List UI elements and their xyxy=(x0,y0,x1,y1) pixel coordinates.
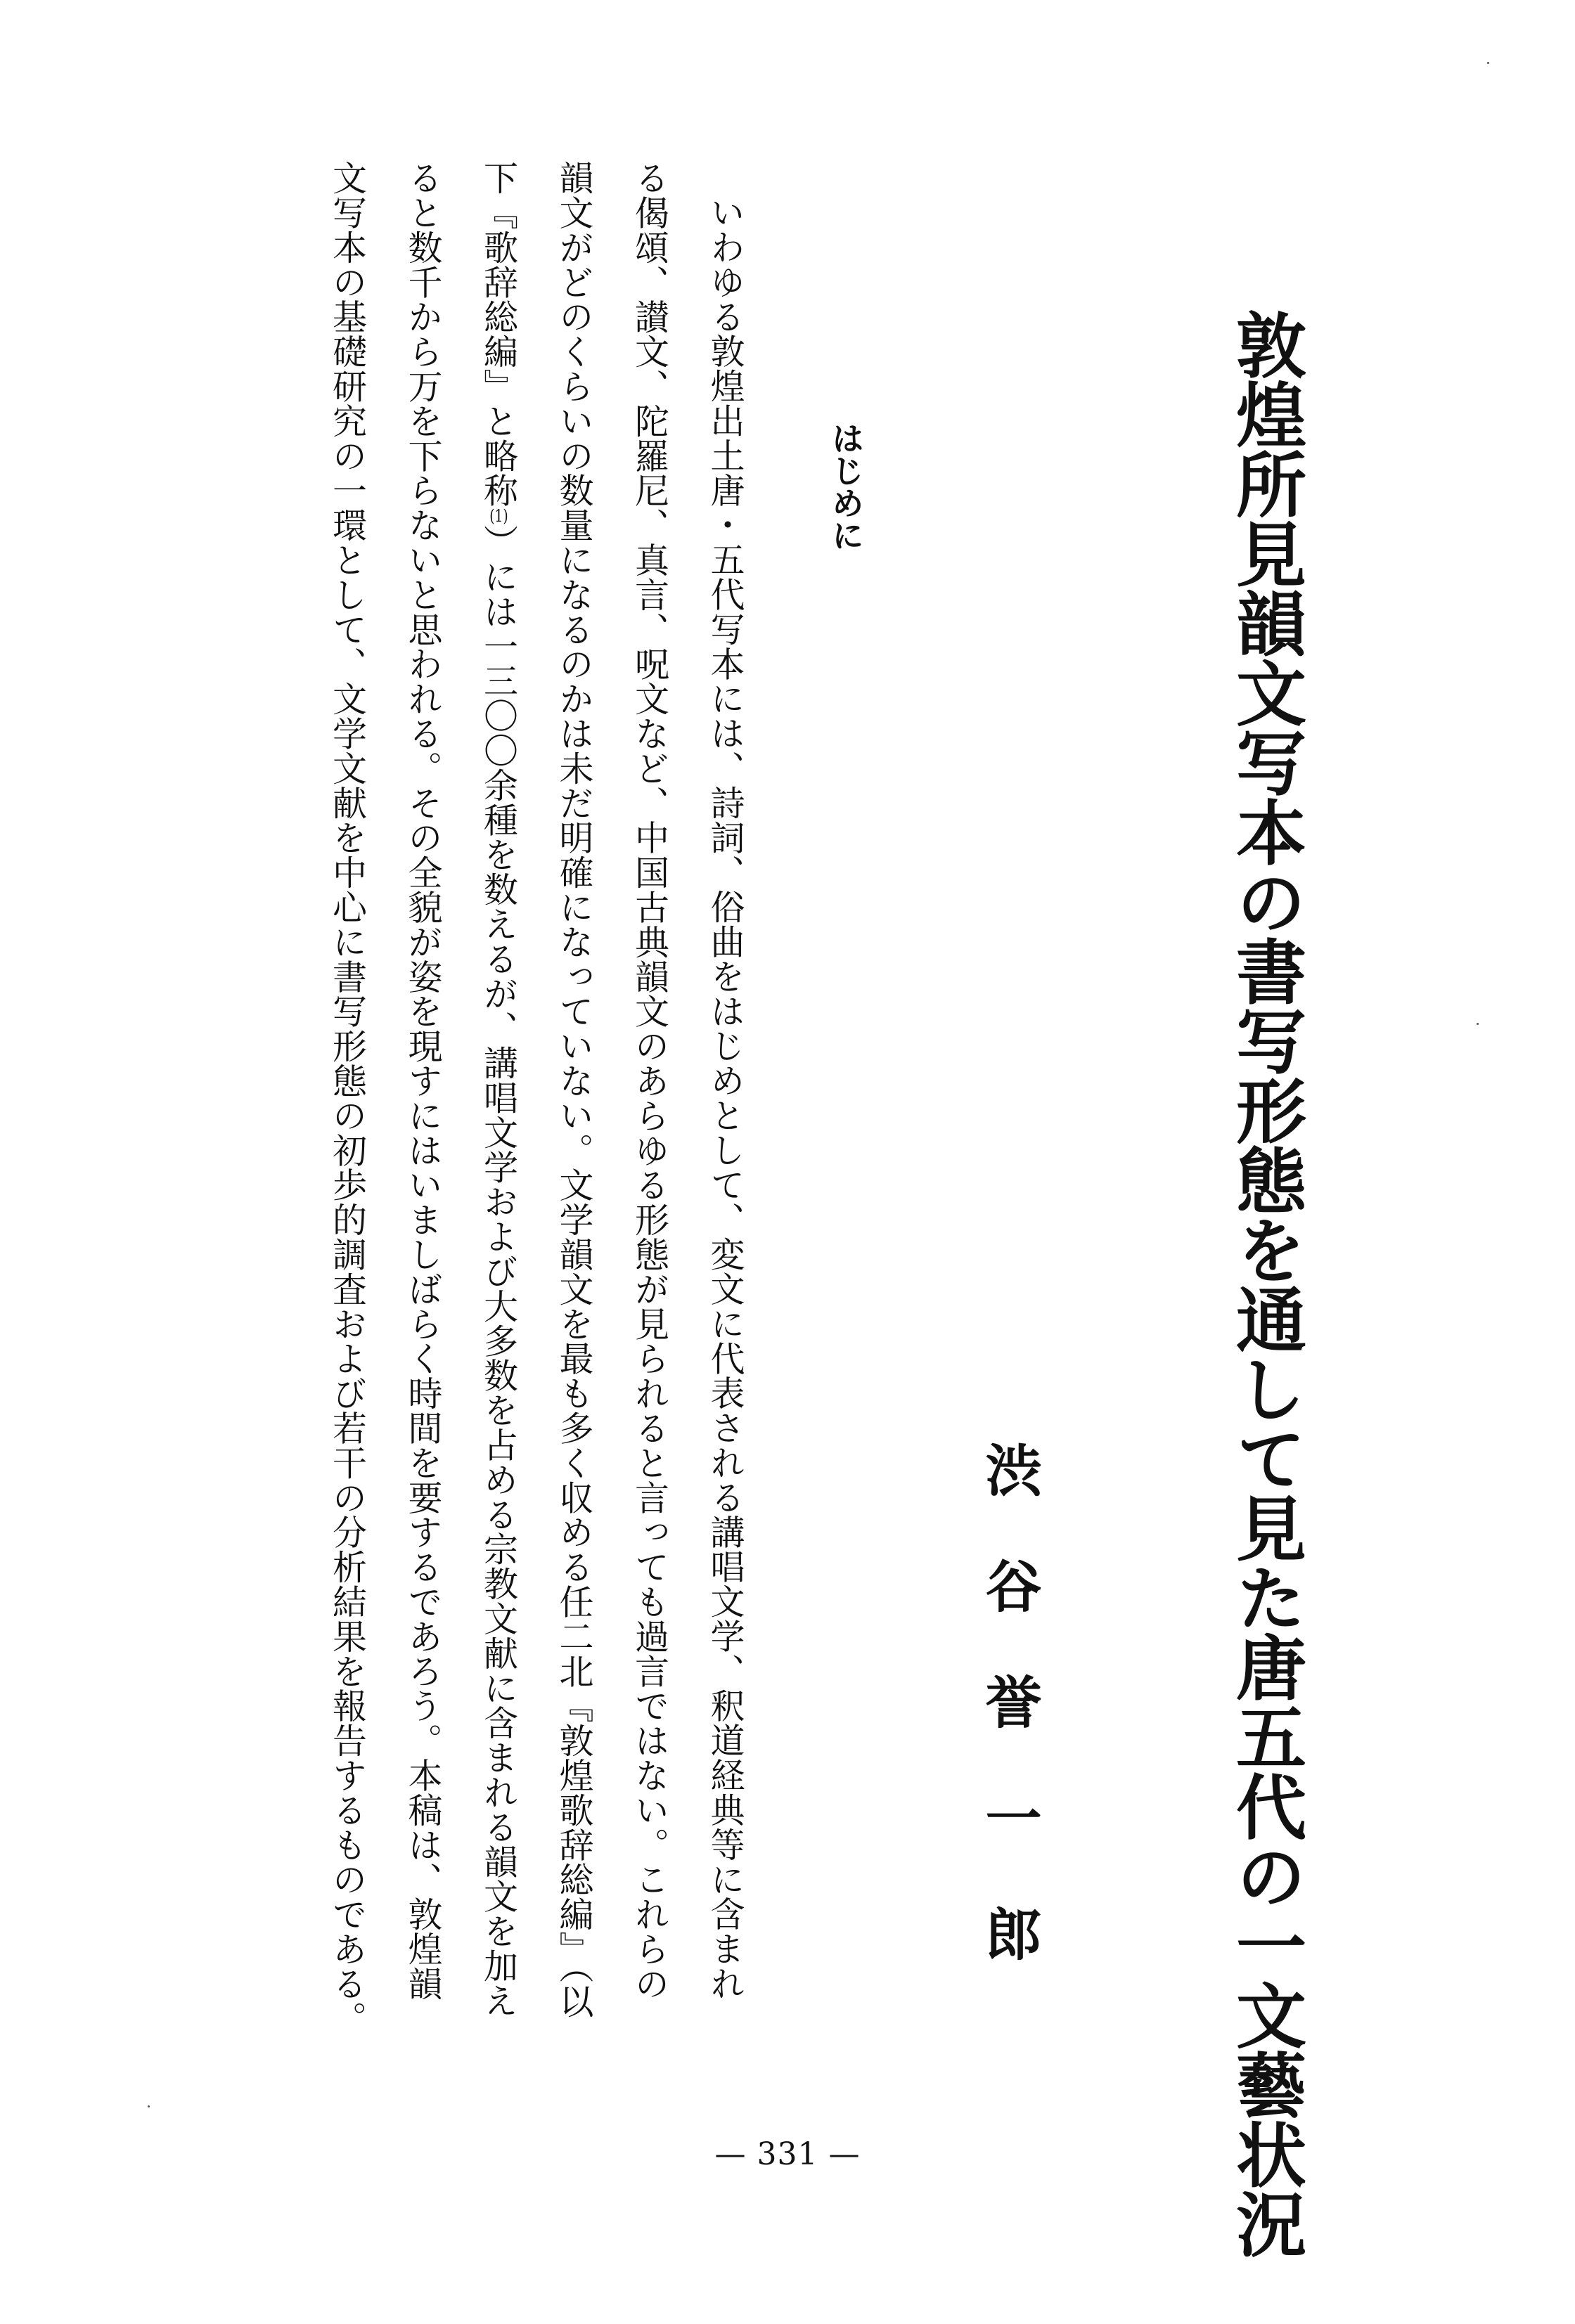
body-line-6: 文写本の基礎研究の一環として、文学文献を中心に書写形態の初歩的調査および若干の分析結果を報告するものである。 xyxy=(327,160,368,2036)
body-paragraph xyxy=(327,160,763,2122)
scan-speck xyxy=(1487,62,1489,64)
body-line-3: 韻文がどのくらいの数量になるのかは未だ明確になっていない。文学韻文を最も多く収める任二北『敦煌歌辞総編』（以 xyxy=(554,160,594,2019)
body-line-4-end: ）には一三〇〇余種を数えるが、講唱文学および大多数を占める宗教文献に含まれる韻文を加え xyxy=(478,524,519,2018)
body-line-4 xyxy=(461,160,536,2122)
body-line-2: る偈頌、讃文、陀羅尼、真言、呪文など、中国古典韻文のあらゆる形態が見られると言っても過言ではない。これらの xyxy=(629,160,670,2001)
section-heading: はじめに xyxy=(827,422,865,551)
footnote-marker: (1) xyxy=(489,508,508,524)
scan-speck xyxy=(148,2105,150,2107)
scan-speck xyxy=(1477,1023,1479,1025)
body-line-5: ると数千から万を下らないと思われる。その全貌が姿を現すにはいましばらく時間を要するであろう。本稿は、敦煌韻 xyxy=(403,160,443,2001)
article-title: 敦煌所見韻文写本の書写形態を通して見た唐五代の一文藝状況 xyxy=(1224,309,1307,2258)
author-name: 渋谷誉一郎 xyxy=(976,1441,1042,2021)
body-line-4-start: 下『歌辞総編』と略称 xyxy=(478,160,519,508)
body-line-1: いわゆる敦煌出土唐・五代写本には、詩詞、俗曲をはじめとして、変文に代表される講唱文学、釈道経典等に含まれ xyxy=(705,195,745,2001)
page-number: — 331 — xyxy=(714,2136,861,2172)
